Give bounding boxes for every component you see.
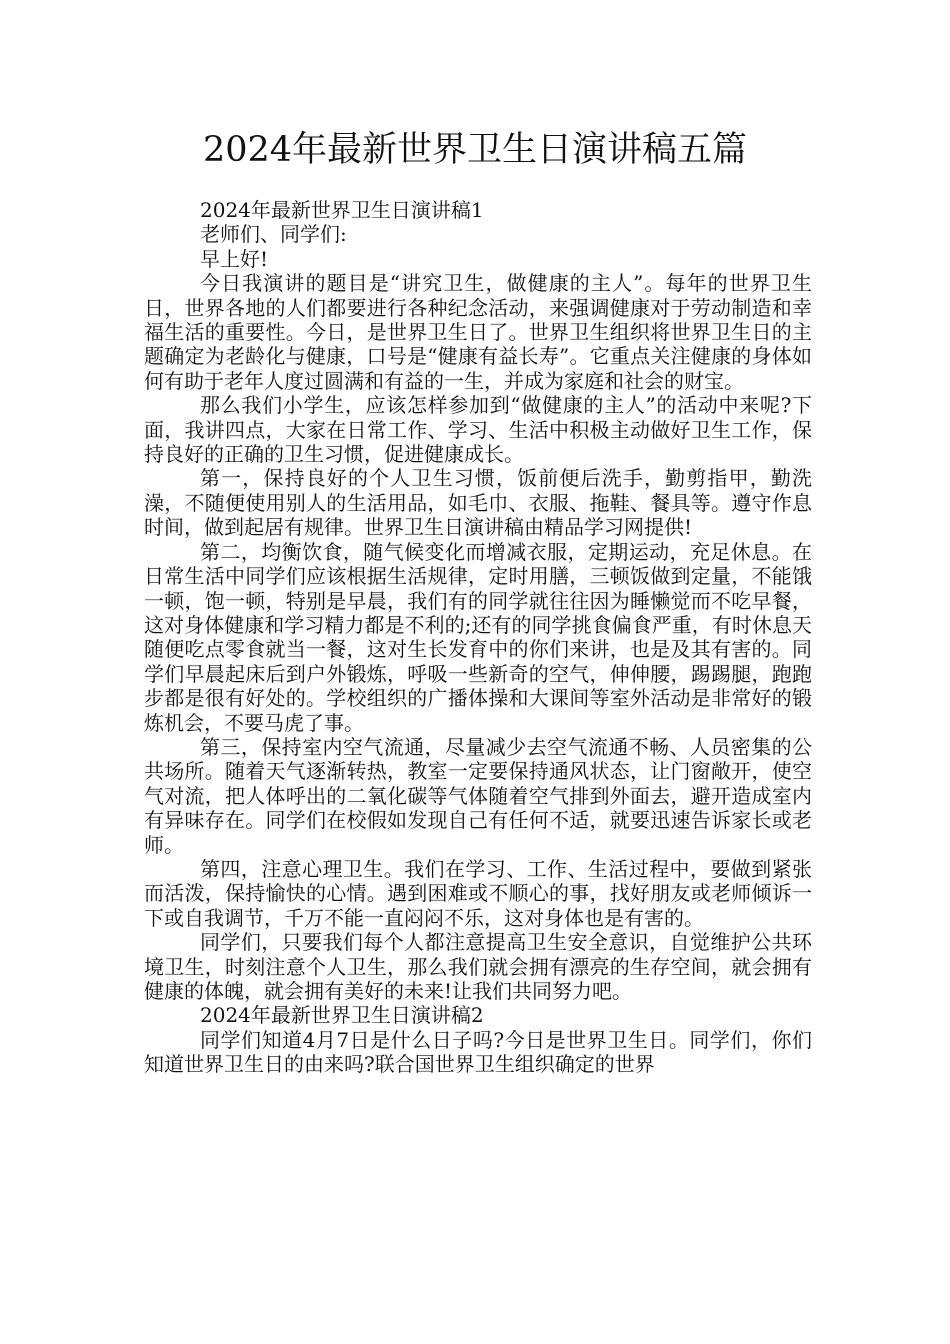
paragraph: 第二，均衡饮食，随气候变化而增减衣服，定期运动，充足休息。在日常生活中同学们应该根据生活规律，定时用膳，三顿饭做到定量，不能饿一顿，饱一顿，特别是早晨，我们有的同学就往往因为睡懒觉而不吃早餐，这对身体健康和学习精力都是不利的;还有的同学挑食偏食严重，有时休息天随便吃点零食就当一餐，这对生长发育中的你们来讲，也是及其有害的。同学们早晨起床后到户外锻炼，呼吸一些新奇的空气，伸伸腰，踢踢腿，跑跑步都是很有好处的。学校组织的广播体操和大课间等室外活动是非常好的锻炼机会，不要马虎了事。 bbox=[144, 539, 812, 735]
document-body bbox=[144, 198, 812, 1077]
document-title: 2024年最新世界卫生日演讲稿五篇 bbox=[202, 130, 748, 170]
paragraph: 同学们知道4月7日是什么日子吗?今日是世界卫生日。同学们，你们知道世界卫生日的由来吗?联合国世界卫生组织确定的世界 bbox=[144, 1027, 812, 1077]
paragraph: 同学们，只要我们每个人都注意提高卫生安全意识，自觉维护公共环境卫生，时刻注意个人卫生，那么我们就会拥有漂亮的生存空间，就会拥有健康的体魄，就会拥有美好的未来!让我们共同努力吧。 bbox=[144, 930, 812, 1003]
paragraph: 第一，保持良好的个人卫生习惯，饭前便后洗手，勤剪指甲，勤洗澡，不随便使用别人的生活用品，如毛巾、衣服、拖鞋、餐具等。遵守作息时间，做到起居有规律。世界卫生日演讲稿由精品学习网提供! bbox=[144, 466, 812, 540]
paragraph: 那么我们小学生，应该怎样参加到“做健康的主人”的活动中来呢?下面，我讲四点，大家在日常工作、学习、生活中积极主动做好卫生工作，保持良好的正确的卫生习惯，促进健康成长。 bbox=[144, 393, 812, 467]
subheading-speech-1: 2024年最新世界卫生日演讲稿1 bbox=[200, 198, 484, 222]
subheading-speech-2: 2024年最新世界卫生日演讲稿2 bbox=[200, 1003, 484, 1028]
paragraph: 今日我演讲的题目是“讲究卫生，做健康的主人”。每年的世界卫生日，世界各地的人们都要进行各种纪念活动，来强调健康对于劳动制造和幸福生活的重要性。今日，是世界卫生日了。世界卫生组织将世界卫生日的主题确定为老龄化与健康，口号是“健康有益长寿”。它重点关注健康的身体如何有助于老年人度过圆满和有益的一生，并成为家庭和社会的财宝。 bbox=[144, 271, 812, 393]
paragraph: 第四，注意心理卫生。我们在学习、工作、生活过程中，要做到紧张而活泼，保持愉快的心情。遇到困难或不顺心的事，找好朋友或老师倾诉一下或自我调节，千万不能一直闷闷不乐，这对身体也是有害的。 bbox=[144, 856, 812, 930]
paragraph: 第三，保持室内空气流通，尽量减少去空气流通不畅、人员密集的公共场所。随着天气逐渐转热，教室一定要保持通风状态，让门窗敞开，使空气对流，把人体呼出的二氧化碳等气体随着空气排到外面去，避开造成室内有异味存在。同学们在校假如发现自己有任何不适，就要迅速告诉家长或老师。 bbox=[144, 734, 812, 857]
greeting: 早上好! bbox=[200, 246, 269, 271]
salutation: 老师们、同学们: bbox=[200, 222, 347, 247]
